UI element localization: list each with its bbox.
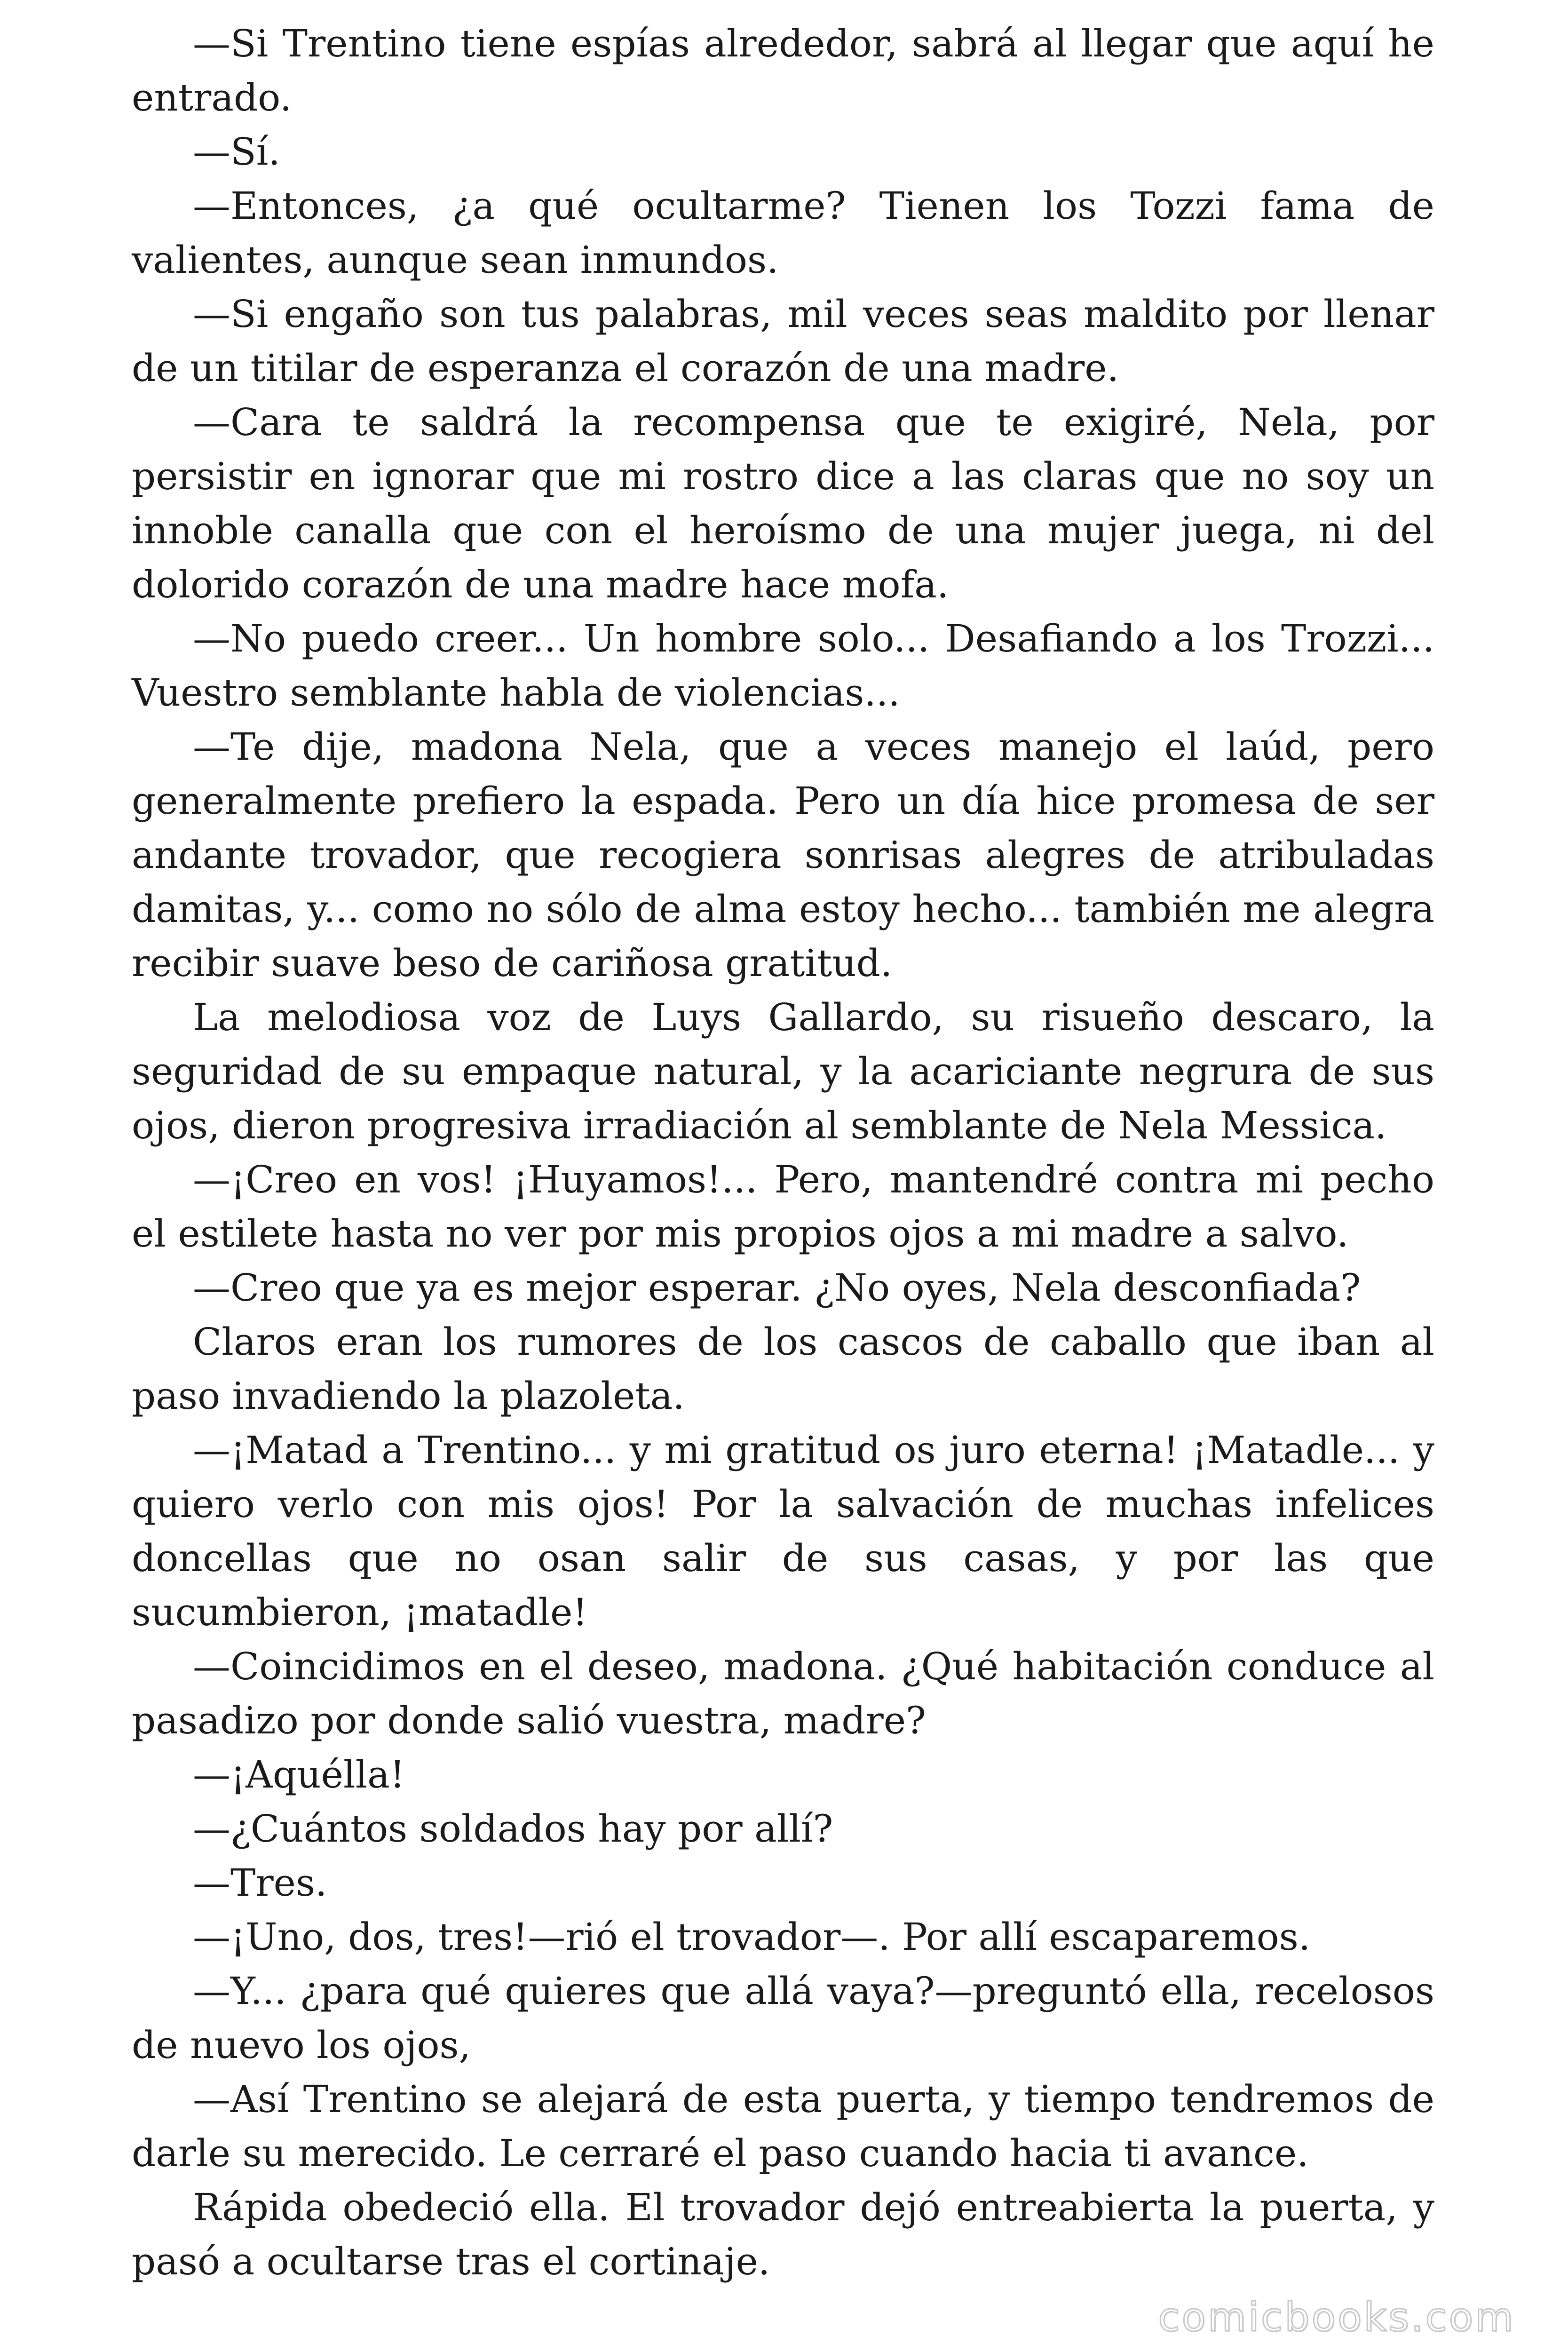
paragraph: —Si Trentino tiene espías alrededor, sabrá al llegar que aquí he entrado. [132,22,1434,119]
paragraph: —Entonces, ¿a qué ocultarme? Tienen los Tozzi fama de valientes, aunque sean inmundos. [132,184,1434,282]
paragraph: —Te dije, madona Nela, que a veces manejo el laúd, pero generalmente prefiero la espada. Pero un día hice promesa de ser andante trovador, que recogiera sonrisas alegres de atribuladas damitas, y... como no sólo de alma estoy hecho... también me alegra recibir suave beso de cariñosa gratitud. [132,725,1434,985]
paragraph: —¡Creo en vos! ¡Huyamos!... Pero, mantendré contra mi pecho el estilete hasta no ver por mis propios ojos a mi madre a salvo. [132,1158,1434,1255]
paragraph: —Tres. [193,1861,327,1905]
paragraph: Rápida obedeció ella. El trovador dejó entreabierta la puerta, y pasó a ocultarse tras el cortinaje. [132,2185,1434,2283]
paragraph: —Coincidimos en el deseo, madona. ¿Qué habitación conduce al pasadizo por donde salió vuestra, madre? [132,1645,1434,1742]
text-body [132,16,1434,2288]
paragraph: —Sí. [193,130,280,174]
watermark-text: comicbooks.com [1158,2294,1515,2340]
paragraph: La melodiosa voz de Luys Gallardo, su risueño descaro, la seguridad de su empaque natural, y la acariciante negrura de sus ojos, dieron progresiva irradiación al semblante de Nela Messica. [132,995,1434,1147]
paragraph: —Y... ¿para qué quieres que allá vaya?—preguntó ella, recelosos de nuevo los ojos, [132,1969,1434,2067]
paragraph: —¡Matad a Trentino... y mi gratitud os juro eterna! ¡Matadle... y quiero verlo con mis ojos! Por la salvación de muchas infelices doncellas que no osan salir de sus casas, y por las que sucumbieron, ¡matadle! [132,1428,1434,1634]
paragraph: —¿Cuántos soldados hay por allí? [193,1807,833,1851]
paragraph: Claros eran los rumores de los cascos de caballo que iban al paso invadiendo la plazoleta. [132,1320,1434,1418]
paragraph: —Si engaño son tus palabras, mil veces seas maldito por llenar de un titilar de esperanza el corazón de una madre. [132,292,1434,390]
paragraph: —No puedo creer... Un hombre solo... Desafiando a los Trozzi... Vuestro semblante habla de violencias... [132,617,1434,715]
paragraph: —¡Uno, dos, tres!—rió el trovador—. Por allí escaparemos. [193,1915,1311,1959]
paragraph: —Creo que ya es mejor esperar. ¿No oyes, Nela desconfiada? [193,1266,1361,1310]
paragraph: —¡Aquélla! [193,1753,405,1796]
paragraph: —Cara te saldrá la recompensa que te exigiré, Nela, por persistir en ignorar que mi rostro dice a las claras que no soy un innoble canalla que con el heroísmo de una mujer juega, ni del dolorido corazón de una madre hace mofa. [132,400,1434,606]
paragraph: —Así Trentino se alejará de esta puerta, y tiempo tendremos de darle su merecido. Le cerraré el paso cuando hacia ti avance. [132,2077,1434,2175]
